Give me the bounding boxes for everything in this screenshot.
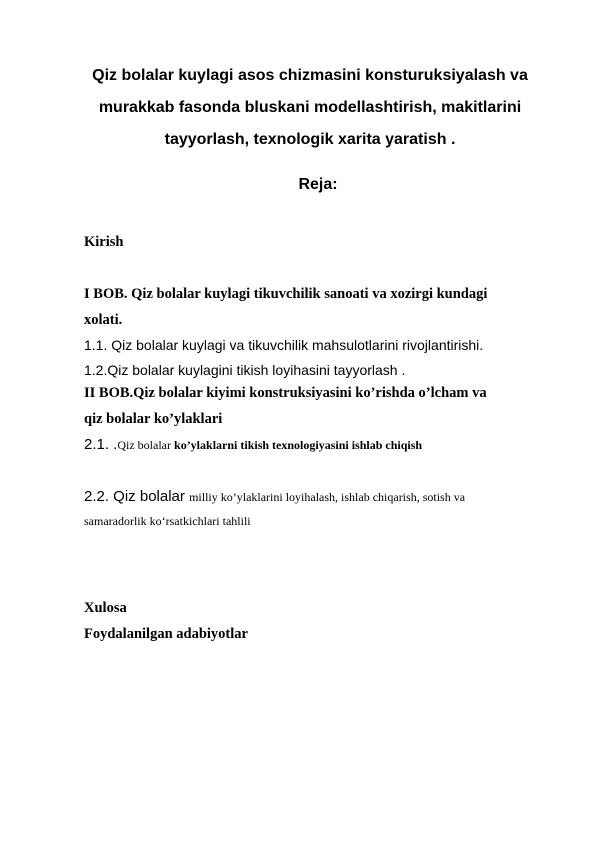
section-2-1-number: 2.1. .: [84, 436, 118, 453]
toc-references: Foydalanilgan adabiyotlar: [84, 626, 248, 642]
toc-chapter-1-line-2: xolati.: [84, 312, 123, 328]
toc-section-2-2: [84, 488, 465, 506]
title-line-2: murakkab fasonda bluskani modellashtirish, makitlarini: [98, 99, 522, 116]
toc-section-2-1: [84, 436, 422, 454]
section-2-1-text: ko’ylaklarni tikish texnologiyasini ishlab chiqish: [174, 438, 423, 452]
toc-chapter-1-line-1: I BOB. Qiz bolalar kuylagi tikuvchilik sanoati va xozirgi kundagi: [84, 286, 488, 302]
toc-introduction: Kirish: [84, 234, 124, 250]
section-2-2-text: milliy ko’ylaklarini loyihalash, ishlab chiqarish, sotish va: [189, 490, 466, 504]
toc-section-1-1: 1.1. Qiz bolalar kuylagi va tikuvchilik mahsulotlarini rivojlantirishi.: [84, 337, 484, 353]
toc-conclusion: Xulosa: [84, 600, 127, 616]
plan-heading: Reja:: [298, 176, 338, 193]
toc-section-1-2: 1.2.Qiz bolalar kuylagini tikish loyihasini tayyorlash .: [84, 362, 406, 378]
title-line-3: tayyorlash, texnologik xarita yaratish .: [164, 131, 456, 148]
toc-section-2-2-line-2: samaradorlik ko‘rsatkichlari tahlili: [84, 514, 251, 528]
document-title: [70, 60, 550, 156]
section-2-1-subject: Qiz bolalar: [117, 438, 175, 452]
title-line-1: Qiz bolalar kuylagi asos chizmasini konsturuksiyalash va: [92, 67, 528, 84]
section-2-2-number: 2.2. Qiz bolalar: [84, 488, 190, 505]
toc-chapter-2-line-1: II BOB.Qiz bolalar kiyimi konstruksiyasini ko’rishda o’lcham va: [84, 385, 487, 401]
toc-chapter-2-line-2: qiz bolalar ko’ylaklari: [84, 411, 223, 427]
